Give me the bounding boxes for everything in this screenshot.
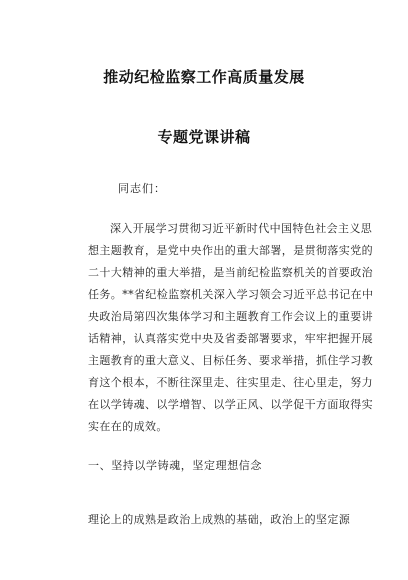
section-heading: 一、坚持以学铸魂，坚定理想信念 (88, 459, 262, 472)
paragraph-line: 育这个根本，不断往深里走、往实里走、往心里走，努力 (88, 376, 373, 389)
paragraph-line: 主题教育的重大意义、目标任务、要求举措，抓住学习教 (88, 354, 373, 367)
paragraph-line: 二十大精神的重大举措，是当前纪检监察机关的首要政治 (88, 266, 373, 279)
paragraph-line: 话精神，认真落实党中央及省委部署要求，牢牢把握开展 (88, 332, 373, 345)
paragraph-line: 实在在的成效。 (88, 420, 168, 433)
paragraph-line: 央政治局第四次集体学习和主题教育工作会议上的重要讲 (88, 310, 373, 323)
paragraph-1 (88, 218, 374, 438)
document-title: 推动纪检监察工作高质量发展 (103, 68, 305, 86)
paragraph-line: 理论上的成熟是政治上成熟的基础，政治上的坚定源 (88, 513, 351, 526)
paragraph-line: 在以学铸魂、以学增智、以学正风、以学促干方面取得实 (88, 398, 373, 411)
document-subtitle: 专题党课讲稿 (157, 128, 251, 146)
salutation: 同志们： (118, 182, 166, 195)
paragraph-2 (88, 509, 351, 531)
paragraph-line: 想主题教育，是党中央作出的重大部署，是贯彻落实党的 (88, 244, 373, 257)
paragraph-line: 任务。**省纪检监察机关深入学习领会习近平总书记在中 (88, 288, 374, 301)
paragraph-line: 深入开展学习贯彻习近平新时代中国特色社会主义思 (110, 222, 373, 235)
